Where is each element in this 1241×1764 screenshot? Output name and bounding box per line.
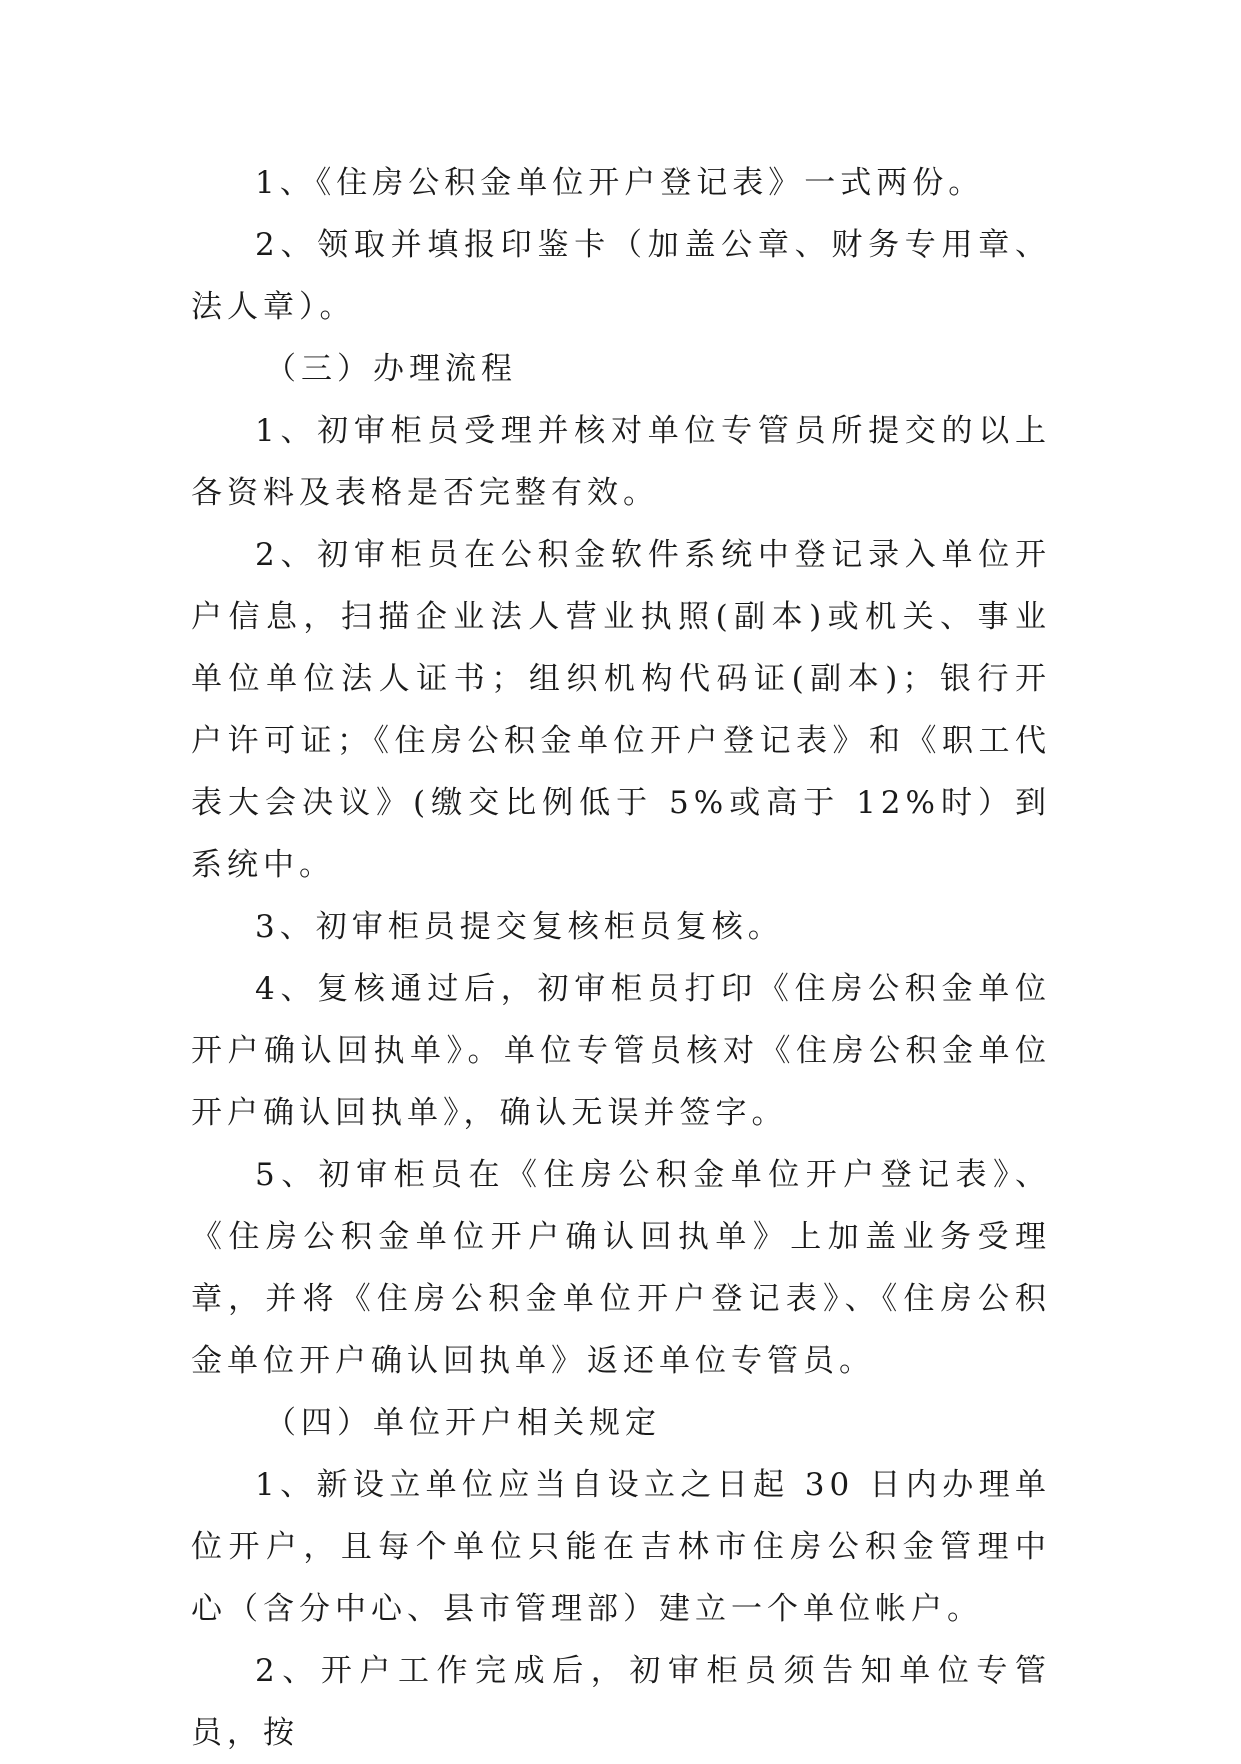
- paragraph-process-4: 4、复核通过后，初审柜员打印《住房公积金单位开户确认回执单》。单位专管员核对《住房公积金单位开户确认回执单》，确认无误并签字。: [191, 971, 1051, 1131]
- paragraph-process-2: 2、初审柜员在公积金软件系统中登记录入单位开户信息，扫描企业法人营业执照(副本)或机关、事业单位单位法人证书；组织机构代码证(副本)；银行开户许可证；《住房公积金单位开户登记表》和《职工代表大会决议》(缴交比例低于 5%或高于 12%时）到系统中。: [191, 537, 1051, 883]
- paragraph-materials-1: 1、《住房公积金单位开户登记表》一式两份。: [255, 165, 985, 201]
- paragraph-materials-2: 2、领取并填报印鉴卡（加盖公章、财务专用章、法人章）。: [191, 227, 1051, 325]
- section-heading-process: （三）办理流程: [265, 351, 517, 387]
- section-heading-regulations: （四）单位开户相关规定: [265, 1405, 661, 1441]
- paragraph-process-3: 3、初审柜员提交复核柜员复核。: [255, 909, 784, 945]
- paragraph-regulation-1: 1、新设立单位应当自设立之日起 30 日内办理单位开户，且每个单位只能在吉林市住房公积金管理中心（含分中心、县市管理部）建立一个单位帐户。: [191, 1467, 1051, 1627]
- paragraph-regulation-2: 2、开户工作完成后，初审柜员须告知单位专管员，按: [191, 1653, 1051, 1751]
- document-body: [191, 152, 1051, 1764]
- paragraph-process-5: 5、初审柜员在《住房公积金单位开户登记表》、《住房公积金单位开户确认回执单》上加盖业务受理章，并将《住房公积金单位开户登记表》、《住房公积金单位开户确认回执单》返还单位专管员。: [191, 1157, 1051, 1379]
- paragraph-process-1: 1、初审柜员受理并核对单位专管员所提交的以上各资料及表格是否完整有效。: [191, 413, 1051, 511]
